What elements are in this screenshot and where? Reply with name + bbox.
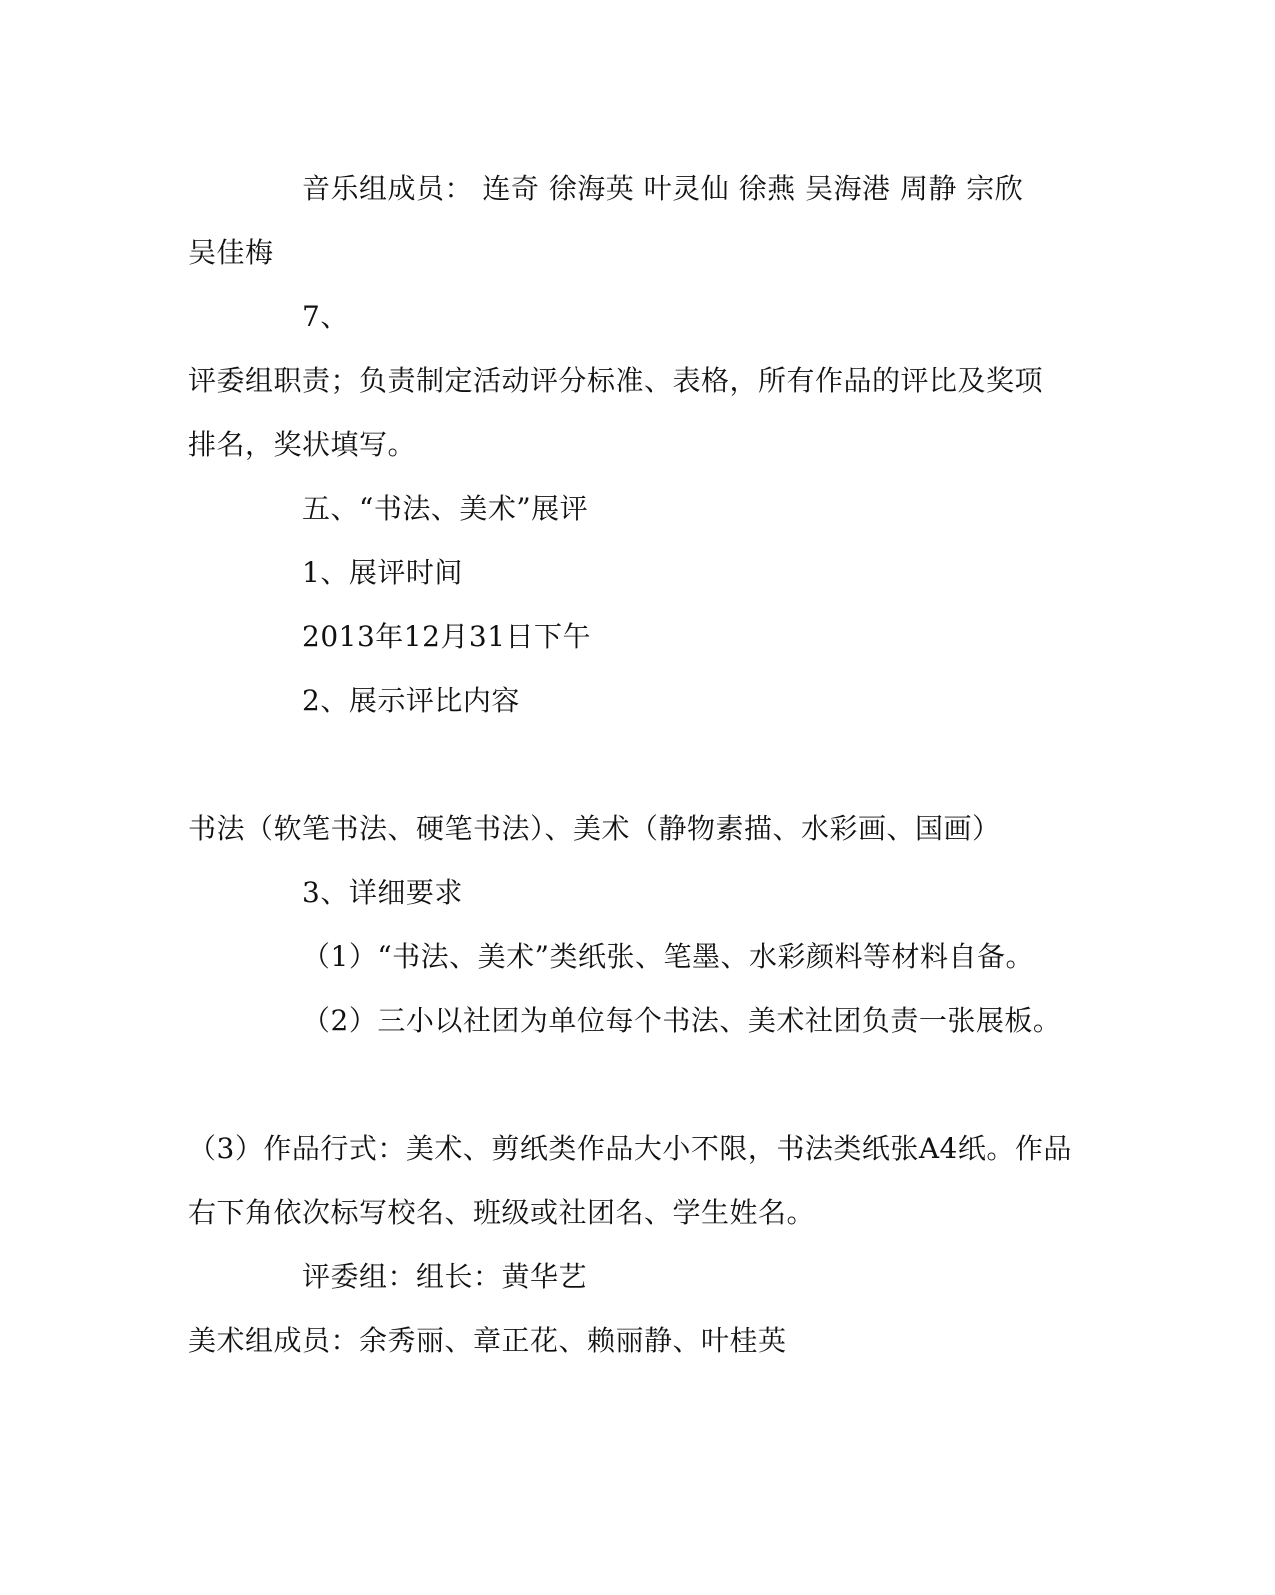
requirement-1: （1）“书法、美术”类纸张、笔墨、水彩颜料等材料自备。 (302, 940, 1034, 973)
item-number-7: 7、 (302, 300, 349, 333)
judges-duty-continued: 排名，奖状填写。 (188, 428, 417, 461)
music-group-members-continued: 吴佳梅 (188, 236, 274, 269)
subheading-exhibition-time: 1、展评时间 (302, 556, 463, 589)
subheading-exhibition-content: 2、展示评比内容 (302, 684, 520, 717)
requirement-3-continued: 右下角依次标写校名、班级或社团名、学生姓名。 (188, 1196, 816, 1229)
art-group-members: 美术组成员：余秀丽、章正花、赖丽静、叶桂英 (188, 1324, 787, 1357)
exhibition-date: 2013年12月31日下午 (302, 620, 592, 653)
section-heading-five: 五、“书法、美术”展评 (302, 492, 589, 525)
subheading-detailed-requirements: 3、详细要求 (302, 876, 463, 909)
judges-group-leader: 评委组：组长：黄华艺 (302, 1260, 588, 1293)
exhibition-content-list: 书法（软笔书法、硬笔书法）、美术（静物素描、水彩画、国画） (188, 812, 1001, 845)
requirement-2: （2）三小以社团为单位每个书法、美术社团负责一张展板。 (302, 1004, 1062, 1037)
music-group-members-line: 音乐组成员： 连奇 徐海英 叶灵仙 徐燕 吴海港 周静 宗欣 (302, 172, 1024, 205)
requirement-3: （3）作品行式：美术、剪纸类作品大小不限，书法类纸张A4纸。作品 (188, 1132, 1072, 1165)
judges-duty-line: 评委组职责；负责制定活动评分标准、表格，所有作品的评比及奖项 (188, 364, 1044, 397)
